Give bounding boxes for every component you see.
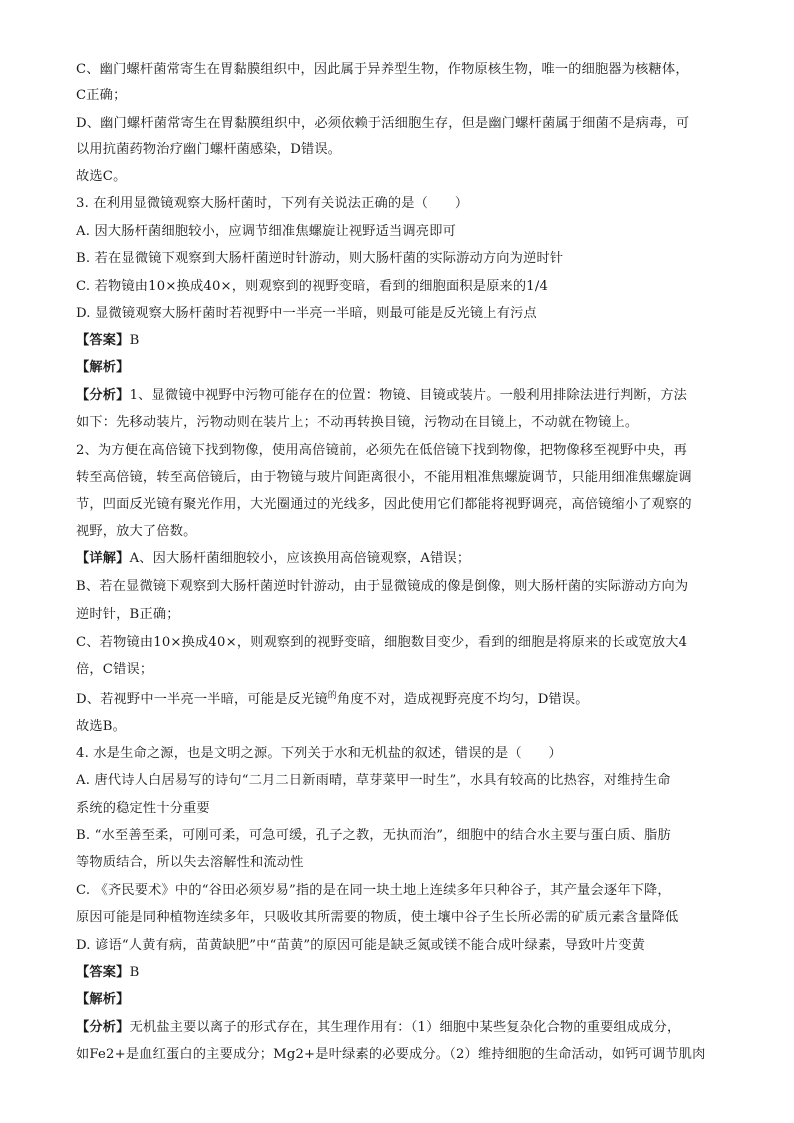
text-line: 以用抗菌药物治疗幽门螺杆菌感染，D错误。 — [76, 142, 342, 157]
analysis-line — [76, 1020, 680, 1036]
analysis-tag: 【解析】 — [76, 360, 130, 375]
text-span: 角度不对，造成视野亮度不均匀，D错误。 — [336, 692, 589, 707]
fenxi-tag: 【分析】 — [76, 388, 130, 403]
text-span: 无机盐主要以离子的形式存在，其生理作用有：（1）细胞中某些复杂化合物的重要组成成分， — [129, 1020, 681, 1035]
text-span: D、若视野中一半亮一半暗，可能是反光镜 — [76, 692, 328, 707]
text-line: B、若在显微镜下观察到大肠杆菌逆时针游动，由于显微镜成的像是倒像，则大肠杆菌的实际游动方向为 — [76, 579, 689, 594]
analysis-tag: 【解析】 — [76, 992, 130, 1007]
detail-line — [76, 551, 470, 567]
question-3-option-c: C. 若物镜由10×换成40×，则观察到的视野变暗，看到的细胞面积是原来的1/4 — [76, 279, 549, 294]
analysis-heading — [76, 360, 130, 376]
text-line: 如Fe2+是血红蛋白的主要成分；Mg2+是叶绿素的必要成分。（2）维持细胞的生命活动，如钙可调节肌肉 — [76, 1047, 706, 1062]
answer-tag: 【答案】 — [76, 965, 130, 980]
question-4-option-b: B. “水至善至柔，可刚可柔，可急可缓，孔子之教，无执而治”，细胞中的结合水主要与蛋白质、脂肪 — [76, 828, 671, 843]
answer-tag: 【答案】 — [76, 333, 130, 348]
question-3-option-b: B. 若在显微镜下观察到大肠杆菌逆时针游动，则大肠杆菌的实际游动方向为逆时针 — [76, 251, 564, 266]
answer-line — [76, 333, 139, 349]
text-line: 如下：先移动装片，污物动则在装片上；不动再转换目镜，污物动在目镜上，不动就在物镜上。 — [76, 415, 639, 430]
text-line: 等物质结合，所以失去溶解性和流动性 — [76, 855, 304, 870]
text-line: 2、为方便在高倍镜下找到物像，使用高倍镜前，必须先在低倍镜下找到物像，把物像移至视野中央，再 — [76, 443, 688, 458]
text-line — [76, 692, 589, 709]
answer-value: B — [129, 965, 140, 980]
text-line: 故选C。 — [76, 169, 127, 184]
question-3-option-d: D. 显微镜观察大肠杆菌时若视野中一半亮一半暗，则最可能是反光镜上有污点 — [76, 306, 537, 321]
text-line: C正确； — [76, 88, 127, 103]
analysis-heading — [76, 992, 130, 1008]
text-line: 倍，C错误； — [76, 662, 154, 677]
text-line: C、幽门螺杆菌常寄生在胃黏膜组织中，因此属于异养型生物，作物原核生物，唯一的细胞器为核糖体， — [76, 62, 689, 77]
xiangjie-tag: 【详解】 — [76, 551, 130, 566]
question-4-option-d: D. 谚语“人黄有病，苗黄缺肥”中“苗黄”的原因可能是缺乏氮或镁不能合成叶绿素，导致叶片变黄 — [76, 938, 645, 953]
text-line: D、幽门螺杆菌常寄生在胃黏膜组织中，必须依赖于活细胞生存，但是幽门螺杆菌属于细菌不是病毒，可 — [76, 116, 690, 131]
question-4-option-c: C. 《齐民要术》中的“谷田必须岁易”指的是在同一块土地上连续多年只种谷子，其产量会逐年下降， — [76, 883, 671, 898]
text-line: 原因可能是同种植物连续多年，只吸收其所需要的物质，使土壤中谷子生长所必需的矿质元素含量降低 — [76, 910, 679, 925]
text-line: 转至高倍镜，转至高倍镜后，由于物镜与玻片间距离很小，不能用粗准焦螺旋调节，只能用细准焦螺旋调 — [76, 470, 692, 485]
answer-line — [76, 965, 139, 981]
question-3-option-a: A. 因大肠杆菌细胞较小，应调节细准焦螺旋让视野适当调亮即可 — [76, 224, 456, 239]
text-line: 逆时针，B正确； — [76, 607, 180, 622]
question-4-stem: 4. 水是生命之源，也是文明之源。下列关于水和无机盐的叙述，错误的是（ ） — [76, 746, 562, 761]
text-line: 节，凹面反光镜有聚光作用，大光圈通过的光线多，因此使用它们都能将视野调亮，高倍镜缩小了观察的 — [76, 497, 692, 512]
superscript-char: 的 — [327, 691, 337, 701]
question-4-option-a: A. 唐代诗人白居易写的诗句“二月二日新雨晴，草芽菜甲一时生”，水具有较高的比热容，对维持生命 — [76, 773, 671, 788]
text-line: 系统的稳定性十分重要 — [76, 801, 210, 816]
answer-value: B — [129, 333, 140, 348]
text-span: 1、显微镜中视野中污物可能存在的位置：物镜、目镜或装片。一般利用排除法进行判断，方法 — [129, 388, 688, 403]
question-3-stem: 3. 在利用显微镜观察大肠杆菌时，下列有关说法正确的是（ ） — [76, 196, 469, 211]
text-span: A、因大肠杆菌细胞较小，应该换用高倍镜观察，A错误； — [129, 551, 471, 566]
text-line: 故选B。 — [76, 719, 127, 734]
text-line: 视野，放大了倍数。 — [76, 524, 197, 539]
analysis-line — [76, 388, 687, 404]
text-line: C、若物镜由10×换成40×，则观察到的视野变暗，细胞数目变少，看到的细胞是将原来的长或宽放大4 — [76, 635, 688, 650]
fenxi-tag: 【分析】 — [76, 1020, 130, 1035]
